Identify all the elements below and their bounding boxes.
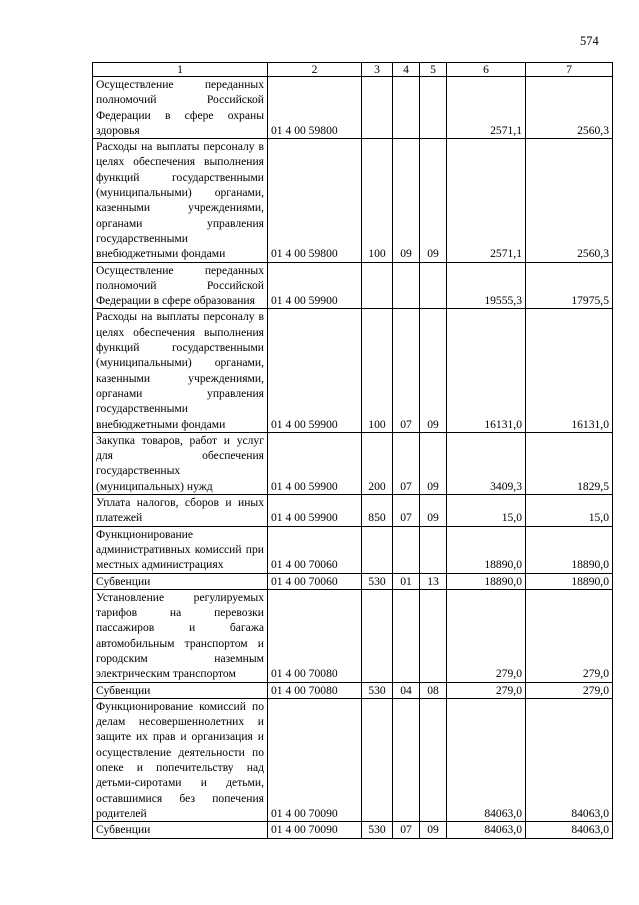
expense-name: Осуществление переданных полномочий Российской Федерации в сфере охраны здоровья — [93, 77, 268, 139]
section-code: 01 — [393, 573, 420, 589]
amount-second-year: 2560,3 — [526, 77, 613, 139]
section-code: 07 — [393, 495, 420, 527]
amount-first-year: 15,0 — [447, 495, 526, 527]
table-row — [93, 309, 613, 432]
target-article-code: 01 4 00 59800 — [268, 139, 362, 262]
expense-name: Расходы на выплаты персоналу в целях обеспечения выполнения функций государственными (муниципальными) органами, казенными учреждениями, органами управления государственными внебюджетными фондами — [93, 309, 268, 432]
target-article-code: 01 4 00 70060 — [268, 526, 362, 573]
target-article-code: 01 4 00 70080 — [268, 682, 362, 698]
amount-first-year: 18890,0 — [447, 573, 526, 589]
amount-first-year: 16131,0 — [447, 309, 526, 432]
subsection-code: 09 — [420, 309, 447, 432]
column-header: 6 — [447, 63, 526, 77]
subsection-code — [420, 77, 447, 139]
target-article-code: 01 4 00 70080 — [268, 589, 362, 682]
expense-type-code: 530 — [362, 573, 393, 589]
section-code: 04 — [393, 682, 420, 698]
expense-type-code: 200 — [362, 432, 393, 494]
target-article-code: 01 4 00 59900 — [268, 432, 362, 494]
expense-name: Расходы на выплаты персоналу в целях обеспечения выполнения функций государственными (муниципальными) органами, казенными учреждениями, органами управления государственными внебюджетными фондами — [93, 139, 268, 262]
amount-second-year: 1829,5 — [526, 432, 613, 494]
expense-name: Уплата налогов, сборов и иных платежей — [93, 495, 268, 527]
expense-type-code — [362, 526, 393, 573]
expense-type-code: 850 — [362, 495, 393, 527]
expense-name: Функционирование комиссий по делам несовершеннолетних и защите их прав и организация и осуществление деятельности по опеке и попечительству над детьми-сиротами и детьми, оставшимися без попечения родителей — [93, 698, 268, 821]
subsection-code — [420, 698, 447, 821]
expense-type-code: 530 — [362, 822, 393, 838]
subsection-code: 13 — [420, 573, 447, 589]
amount-first-year: 279,0 — [447, 589, 526, 682]
section-code — [393, 698, 420, 821]
expense-name: Закупка товаров, работ и услуг для обеспечения государственных (муниципальных) нужд — [93, 432, 268, 494]
expense-name: Функционирование административных комиссий при местных администрациях — [93, 526, 268, 573]
amount-first-year: 279,0 — [447, 682, 526, 698]
amount-second-year: 18890,0 — [526, 526, 613, 573]
amount-second-year: 15,0 — [526, 495, 613, 527]
table-row — [93, 262, 613, 309]
amount-second-year: 279,0 — [526, 682, 613, 698]
table-row — [93, 698, 613, 821]
table-row — [93, 682, 613, 698]
section-code — [393, 526, 420, 573]
target-article-code: 01 4 00 59800 — [268, 77, 362, 139]
subsection-code: 09 — [420, 139, 447, 262]
amount-second-year: 2560,3 — [526, 139, 613, 262]
table-row — [93, 822, 613, 838]
subsection-code — [420, 262, 447, 309]
expense-name: Установление регулируемых тарифов на перевозки пассажиров и багажа автомобильным транспортом и городским наземным электрическим транспортом — [93, 589, 268, 682]
amount-first-year: 2571,1 — [447, 139, 526, 262]
amount-second-year: 17975,5 — [526, 262, 613, 309]
amount-first-year: 18890,0 — [447, 526, 526, 573]
amount-first-year: 2571,1 — [447, 77, 526, 139]
budget-table — [92, 62, 613, 839]
column-header: 7 — [526, 63, 613, 77]
expense-type-code — [362, 698, 393, 821]
table-row — [93, 589, 613, 682]
table-row — [93, 77, 613, 139]
expense-type-code: 100 — [362, 139, 393, 262]
target-article-code: 01 4 00 59900 — [268, 262, 362, 309]
column-header: 5 — [420, 63, 447, 77]
target-article-code: 01 4 00 70060 — [268, 573, 362, 589]
section-code — [393, 77, 420, 139]
amount-second-year: 84063,0 — [526, 822, 613, 838]
expense-type-code — [362, 589, 393, 682]
amount-second-year: 16131,0 — [526, 309, 613, 432]
table-row — [93, 432, 613, 494]
expense-name: Субвенции — [93, 682, 268, 698]
amount-second-year: 279,0 — [526, 589, 613, 682]
table-row — [93, 495, 613, 527]
column-header: 2 — [268, 63, 362, 77]
subsection-code: 08 — [420, 682, 447, 698]
amount-second-year: 84063,0 — [526, 698, 613, 821]
subsection-code — [420, 526, 447, 573]
section-code: 07 — [393, 432, 420, 494]
subsection-code: 09 — [420, 432, 447, 494]
subsection-code — [420, 589, 447, 682]
section-code: 09 — [393, 139, 420, 262]
expense-name: Субвенции — [93, 822, 268, 838]
subsection-code: 09 — [420, 495, 447, 527]
section-code — [393, 589, 420, 682]
amount-first-year: 3409,3 — [447, 432, 526, 494]
amount-second-year: 18890,0 — [526, 573, 613, 589]
target-article-code: 01 4 00 59900 — [268, 495, 362, 527]
expense-type-code: 530 — [362, 682, 393, 698]
section-code — [393, 262, 420, 309]
expense-type-code — [362, 262, 393, 309]
expense-type-code — [362, 77, 393, 139]
amount-first-year: 84063,0 — [447, 822, 526, 838]
subsection-code: 09 — [420, 822, 447, 838]
table-header-row — [93, 63, 613, 77]
expense-name: Субвенции — [93, 573, 268, 589]
target-article-code: 01 4 00 70090 — [268, 698, 362, 821]
expense-type-code: 100 — [362, 309, 393, 432]
section-code: 07 — [393, 822, 420, 838]
amount-first-year: 84063,0 — [447, 698, 526, 821]
page-number: 574 — [580, 34, 599, 48]
table-row — [93, 573, 613, 589]
column-header: 3 — [362, 63, 393, 77]
column-header: 4 — [393, 63, 420, 77]
expense-name: Осуществление переданных полномочий Российской Федерации в сфере образования — [93, 262, 268, 309]
target-article-code: 01 4 00 59900 — [268, 309, 362, 432]
column-header: 1 — [93, 63, 268, 77]
table-row — [93, 526, 613, 573]
amount-first-year: 19555,3 — [447, 262, 526, 309]
table-row — [93, 139, 613, 262]
section-code: 07 — [393, 309, 420, 432]
target-article-code: 01 4 00 70090 — [268, 822, 362, 838]
